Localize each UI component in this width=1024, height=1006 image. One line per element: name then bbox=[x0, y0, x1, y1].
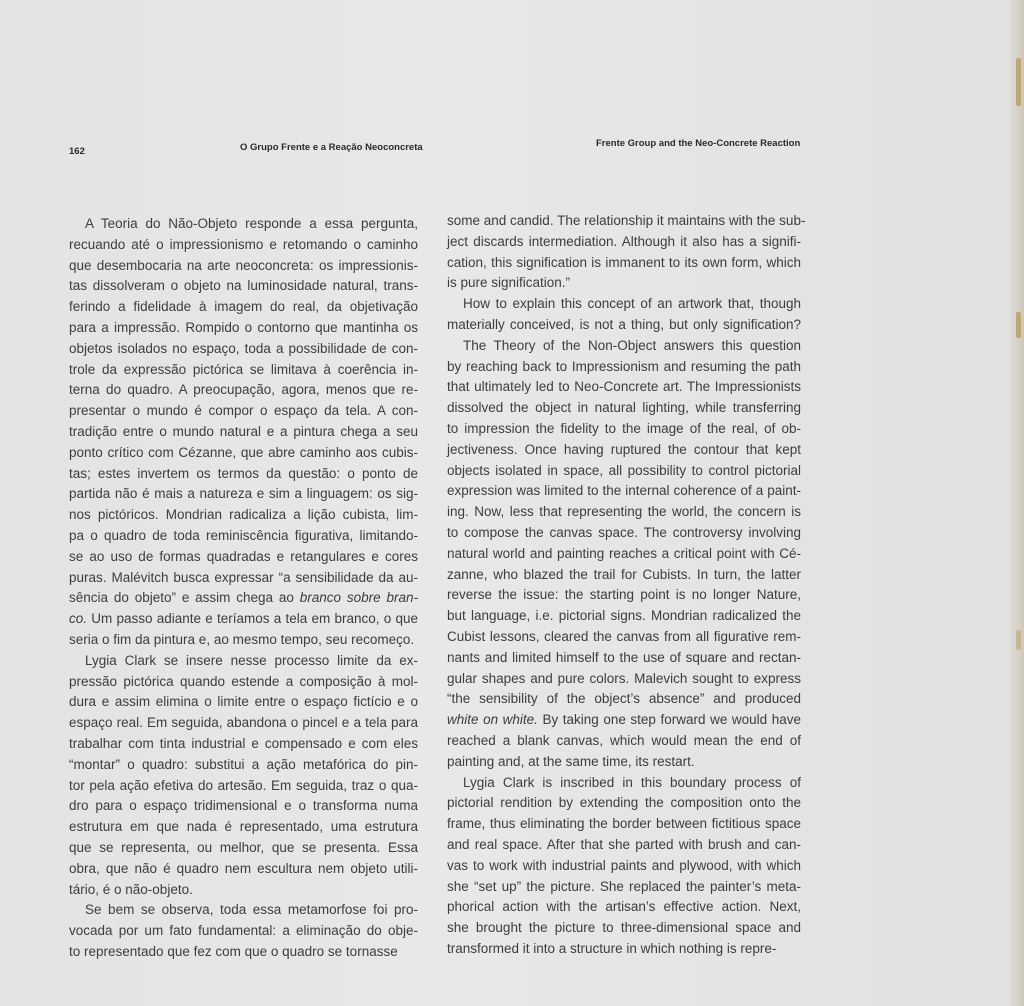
text-line: nos pictóricos. Mondrian radicaliza a lição cubista, lim- bbox=[69, 507, 418, 523]
text-line: reached a blank canvas, which would mean the end of bbox=[447, 732, 801, 748]
text-line: para a impressão. Rompido o contorno que mantinha os bbox=[69, 319, 418, 335]
text-line: transformed it into a structure in which nothing is repre- bbox=[447, 940, 777, 956]
text-line: and real space. After that she parted with brush and can- bbox=[447, 836, 801, 852]
text-line: by reaching back to Impressionism and resuming the path bbox=[447, 358, 801, 374]
text-line: natural world and painting reaches a critical point with Cé- bbox=[447, 545, 801, 561]
text-line: dura e assim elimina o limite entre o espaço fictício e o bbox=[69, 694, 418, 710]
text-line: expression was limited to the internal coherence of a paint- bbox=[447, 483, 801, 499]
text-line: but language, i.e. pictorial signs. Mondrian radicalized the bbox=[447, 608, 801, 624]
text-line: seria o fim da pintura e, ao mesmo tempo, seu recomeço. bbox=[69, 631, 415, 647]
text-line: pressão pictórica quando estende a composição à mol- bbox=[69, 673, 418, 689]
left-running-title: O Grupo Frente e a Reação Neoconcreta bbox=[240, 142, 423, 153]
italic-title: co. bbox=[69, 611, 88, 627]
text-line: to impression the fidelity to the image of the real, of ob- bbox=[447, 420, 801, 436]
text-line: tradição entre o mundo natural e a pintura chega a seu bbox=[69, 423, 418, 439]
text-line: she “set up” the picture. She replaced the painter’s meta- bbox=[447, 878, 801, 894]
text-line: tor pela ação efetiva do artesão. Em seguida, traz o qua- bbox=[69, 777, 418, 793]
text-line: objects isolated in space, all possibility to control pictorial bbox=[447, 462, 801, 478]
text-line: que desembocaria na arte neoconcreta: os impressionis- bbox=[69, 257, 418, 273]
text-line: A Teoria do Não-Objeto responde a essa pergunta, bbox=[85, 216, 418, 231]
text-line: ing. Now, less that representing the world, the concern is bbox=[447, 504, 801, 520]
edge-tab-mark bbox=[1016, 630, 1021, 650]
text-line: tas; estes invertem os termos da questão: o ponto de bbox=[69, 465, 418, 481]
text-line: materially conceived, is not a thing, but only signification? bbox=[447, 316, 801, 332]
text-line: vocada por um fato fundamental: a eliminação do obje- bbox=[69, 923, 418, 939]
text-line: jectiveness. Once having ruptured the contour that kept bbox=[447, 441, 801, 457]
text-line: que se representa, ou melhor, que se presenta. Essa bbox=[69, 839, 418, 855]
text-line: some and candid. The relationship it maintains with the sub- bbox=[447, 213, 806, 228]
text-line: tas dissolveram o objeto na luminosidade natural, trans- bbox=[69, 278, 418, 294]
text-line: she brought the picture to three-dimensional space and bbox=[447, 920, 801, 936]
text-line: dissolved the object in natural lighting, while transferring bbox=[447, 400, 801, 416]
text-line: zanne, who blazed the trail for Cubists. In turn, the latter bbox=[447, 566, 801, 582]
text-line: recuando até o impressionismo e retomando o caminho bbox=[69, 236, 418, 252]
page-edge bbox=[1010, 0, 1024, 1006]
text-line: trabalhar com tinta industrial e compensado e com eles bbox=[69, 735, 418, 751]
text-line: “the sensibility of the object’s absence” and produced bbox=[447, 691, 801, 707]
text-line: How to explain this concept of an artwork that, though bbox=[463, 296, 801, 312]
text-line: to representado que fez com que o quadro se tornasse bbox=[69, 943, 398, 959]
text-line: phorical action with the artisan’s effective action. Next, bbox=[447, 899, 801, 915]
text-line: espaço real. Em seguida, abandona o pincel e a tela para bbox=[69, 715, 418, 731]
text-line: to compose the canvas space. The controversy involving bbox=[447, 524, 801, 540]
text-line: se ao uso de formas quadradas e retangulares e cores bbox=[69, 548, 418, 564]
text-line: terna do quadro. A preocupação, agora, menos que re- bbox=[69, 382, 418, 398]
text-line: sência do objeto” e assim chega ao branco sobre bran- bbox=[69, 590, 418, 606]
text-line: gular shapes and pure colors. Malevich sought to express bbox=[447, 670, 801, 686]
left-column-portuguese bbox=[69, 214, 418, 963]
text-line: The Theory of the Non-Object answers this question bbox=[463, 337, 801, 353]
text-line: Cubist lessons, cleared the canvas from all figurative rem- bbox=[447, 628, 801, 644]
text-line: that ultimately led to Neo-Concrete art. The Impressionists bbox=[447, 379, 801, 395]
text-line: Se bem se observa, toda essa metamorfose foi pro- bbox=[85, 902, 418, 918]
text-line: trole da expressão pictórica se limitava à coerência in- bbox=[69, 361, 418, 377]
right-running-title: Frente Group and the Neo-Concrete Reaction bbox=[596, 138, 801, 149]
text-line: co. Um passo adiante e teríamos a tela em branco, o que bbox=[69, 611, 418, 627]
text-line: Lygia Clark se insere nesse processo limite da ex- bbox=[85, 652, 418, 668]
text-line: pictorial rendition by extending the composition onto the bbox=[447, 795, 801, 811]
text-line: ject discards intermediation. Although it also has a signifi- bbox=[447, 233, 801, 249]
text-line: ferindo a fidelidade à imagem do real, da objetivação bbox=[69, 299, 418, 315]
text-line: tário, é o não-objeto. bbox=[69, 881, 193, 897]
text-line: puras. Malévitch busca expressar “a sensibilidade da au- bbox=[69, 569, 418, 585]
text-line: obra, que não é quadro nem escultura nem objeto utili- bbox=[69, 860, 418, 876]
text-line: partida não é mais a natureza e sim a linguagem: os sig- bbox=[69, 486, 418, 502]
text-line: cation, this signification is immanent to its own form, which bbox=[447, 254, 801, 270]
text-line: painting and, at the same time, its restart. bbox=[447, 753, 695, 769]
text-line: nants and limited himself to the use of square and rectan- bbox=[447, 649, 801, 665]
edge-tab-mark bbox=[1016, 58, 1021, 106]
text-line: presentar o mundo é compor o espaço da tela. A con- bbox=[69, 403, 418, 419]
text-line: pa o quadro de toda reminiscência figurativa, limitando- bbox=[69, 527, 418, 543]
text-line: objetos isolados no espaço, toda a possibilidade de con- bbox=[69, 340, 418, 356]
text-line: frame, thus eliminating the border between fictitious space bbox=[447, 816, 801, 832]
italic-title: branco sobre bran- bbox=[299, 590, 418, 606]
edge-tab-mark bbox=[1016, 312, 1021, 338]
text-line: vas to work with industrial paints and plywood, with which bbox=[447, 857, 801, 873]
page-number: 162 bbox=[69, 146, 85, 157]
text-line: dro para o espaço tridimensional e o transforma numa bbox=[69, 798, 418, 814]
text-line: Lygia Clark is inscribed in this boundary process of bbox=[463, 774, 801, 790]
text-line: “montar” o quadro: substitui a ação metafórica do pin- bbox=[69, 756, 418, 772]
text-line: reverse the issue: the starting point is no longer Nature, bbox=[447, 587, 801, 603]
italic-title: white on white. bbox=[447, 712, 538, 728]
text-line: estrutura em que nada é representado, uma estrutura bbox=[69, 819, 418, 835]
text-line: ponto crítico com Cézanne, que abre caminho aos cubis- bbox=[69, 444, 418, 460]
text-line: white on white. By taking one step forward we would have bbox=[447, 712, 801, 728]
text-line: is pure signification.” bbox=[447, 275, 571, 291]
right-column-english bbox=[447, 211, 806, 960]
